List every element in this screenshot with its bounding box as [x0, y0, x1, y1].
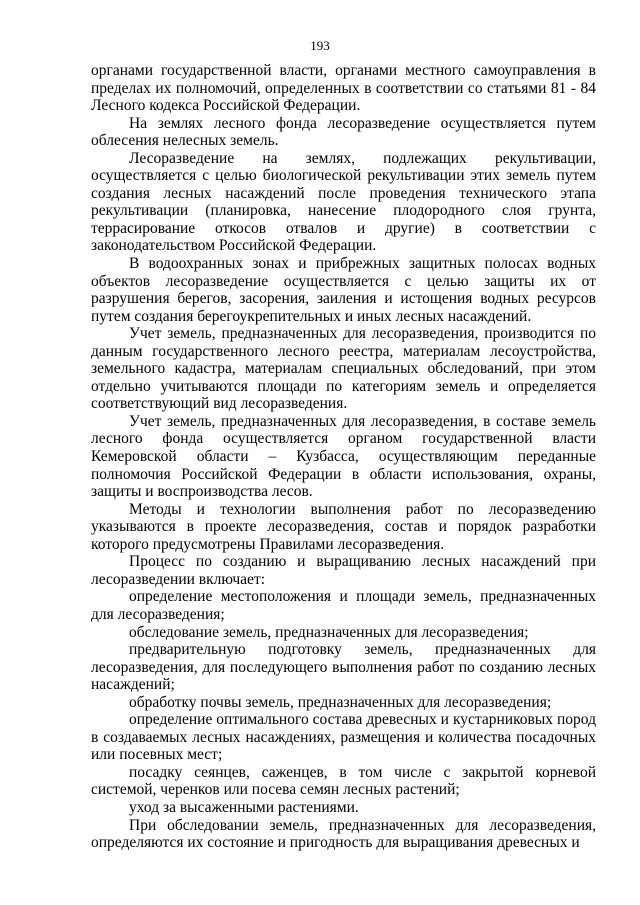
- document-body: [91, 62, 596, 852]
- paragraph: Методы и технологии выполнения работ по лесоразведению указываются в проекте лесоразведения, состав и порядок разработки которого предусмотрены Правилами лесоразведения.: [91, 500, 596, 553]
- list-item: уход за высаженными растениями.: [129, 798, 359, 816]
- paragraph: Процесс по созданию и выращиванию лесных насаждений при лесоразведении включает:: [91, 553, 596, 588]
- list-item: обработку почвы земель, предназначенных для лесоразведения;: [129, 693, 552, 711]
- paragraph: органами государственной власти, органами местного самоуправления в пределах их полномочий, определенных в соответствии со статьями 81 - 84 Лесного кодекса Российской Федерации.: [91, 62, 596, 115]
- paragraph: Учет земель, предназначенных для лесоразведения, производится по данным государственного лесного реестра, материалам лесоустройства, земельного кадастра, материалам специальных обследований, при этом отдельно учитываются площади по категориям земель и определяется соответствующий вид лесоразведения.: [91, 325, 596, 413]
- paragraph: Лесоразведение на землях, подлежащих рекультивации, осуществляется с целью биологической рекультивации этих земель путем создания лесных насаждений после проведения технического этапа рекультивации (планировка, нанесение плодородного слоя грунта, террасирование откосов отвалов и другие) в соответствии с законодательством Российской Федерации.: [91, 149, 596, 255]
- paragraph: Учет земель, предназначенных для лесоразведения, в составе земель лесного фонда осуществляется органом государственной власти Кемеровской области – Кузбасса, осуществляющим переданные полномочия Российской Федерации в области использования, охраны, защиты и воспроизводства лесов.: [91, 412, 596, 501]
- list-item: обследование земель, предназначенных для лесоразведения;: [129, 623, 529, 641]
- list-item: посадку сеянцев, саженцев, в том числе с закрытой корневой системой, черенков или посева семян лесных растений;: [91, 763, 596, 799]
- list-item: предварительную подготовку земель, предназначенных для лесоразведения, для последующего выполнения работ по созданию лесных насаждений;: [91, 641, 596, 694]
- paragraph: При обследовании земель, предназначенных для лесоразведения, определяются их состояние и пригодность для выращивания древесных и: [91, 816, 596, 852]
- paragraph: На землях лесного фонда лесоразведение осуществляется путем облесения нелесных земель.: [91, 114, 596, 150]
- list-item: определение оптимального состава древесных и кустарниковых пород в создаваемых лесных насаждениях, размещения и количества посадочных или посевных мест;: [91, 711, 596, 764]
- page-number: 193: [310, 38, 330, 53]
- list-item: определение местоположения и площади земель, предназначенных для лесоразведения;: [91, 588, 596, 623]
- paragraph: В водоохранных зонах и прибрежных защитных полосах водных объектов лесоразведение осуществляется с целью защиты их от разрушения берегов, засорения, заиления и истощения водных ресурсов путем создания берегоукрепительных и иных лесных насаждений.: [91, 255, 596, 325]
